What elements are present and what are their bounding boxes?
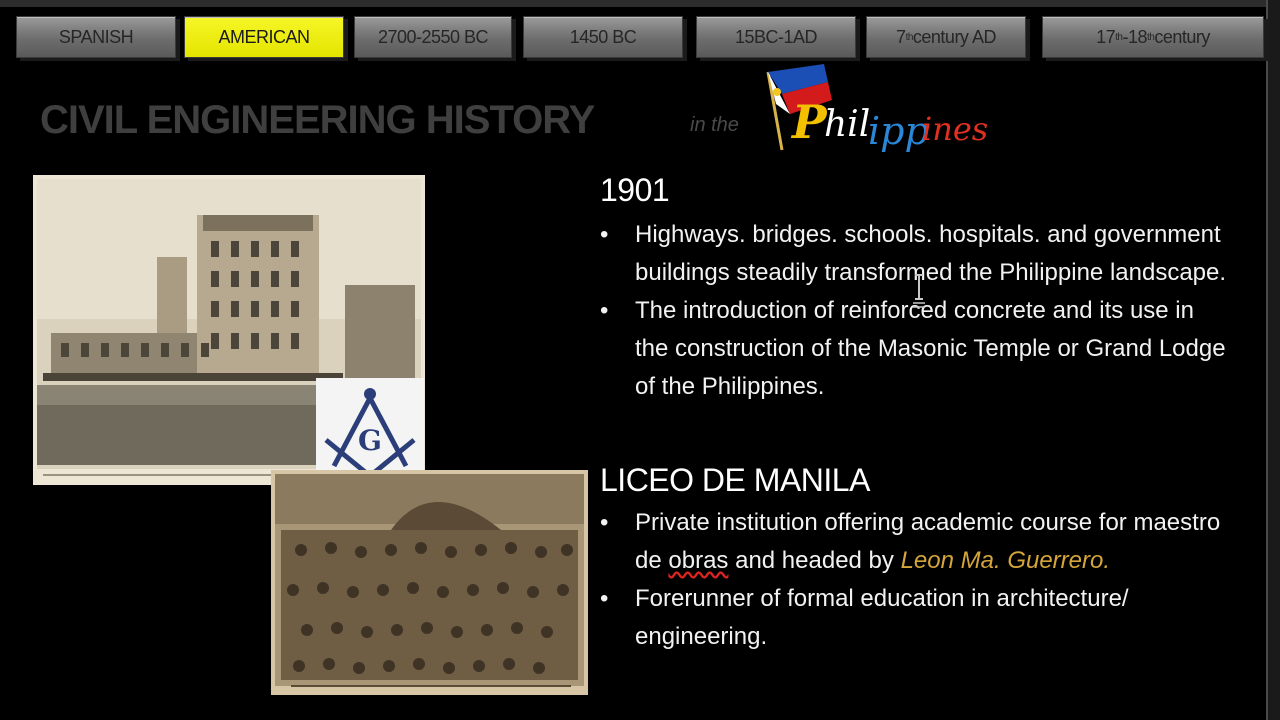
section-heading-liceo-de-manila: LICEO DE MANILA <box>600 462 870 498</box>
tab-label-b: -18 <box>1122 26 1147 47</box>
title-connector: in the <box>690 114 739 136</box>
logo-wordmark-ipp: ipp <box>868 109 929 153</box>
text-cursor-icon <box>912 273 926 309</box>
section-1901-bullets <box>600 216 1230 406</box>
window-top-edge <box>0 0 1280 7</box>
bullet-text: Highways. bridges. schools. hospitals. and government buildings steadily transformed the Philippine landscape. <box>635 221 1227 286</box>
tab-label-rest: century AD <box>912 26 996 47</box>
tab-label-sup: th <box>905 31 913 43</box>
page-title: CIVIL ENGINEERING HISTORY <box>40 98 595 142</box>
bullet-text: Forerunner of formal education in architecture/ engineering. <box>635 585 1129 650</box>
tab-1450-bc[interactable]: 1450 BC <box>523 16 683 58</box>
tab-label-c: century <box>1154 26 1210 47</box>
tab-spanish[interactable]: SPANISH <box>16 16 176 58</box>
logo-wordmark-ines: ines <box>922 110 989 148</box>
list-item <box>600 580 1230 656</box>
square-and-compass-icon <box>316 378 424 484</box>
bullet-text: The introduction of reinforced concrete and its use in the construction of the Masonic Temple or Grand Lodge of the Philippines. <box>635 297 1226 400</box>
section-heading-1901: 1901 <box>600 172 670 208</box>
section-liceo-bullets <box>600 504 1230 656</box>
list-item <box>600 292 1230 406</box>
bullet-text-pre: Private institution offering academic course for maestro de <box>635 509 1221 574</box>
tab-7th-century-ad[interactable] <box>866 16 1026 58</box>
svg-text:G: G <box>358 424 382 457</box>
tab-17th-18th-century[interactable] <box>1042 16 1264 58</box>
tab-2700-2550-bc[interactable]: 2700-2550 BC <box>354 16 512 58</box>
tab-15bc-1ad[interactable]: 15BC-1AD <box>696 16 856 58</box>
spellcheck-flagged-word: obras <box>668 547 729 574</box>
tab-label-a: 17 <box>1096 26 1116 47</box>
liceo-de-manila-group-photo <box>271 470 588 695</box>
logo-wordmark-letter-p: P <box>792 95 827 149</box>
tab-american[interactable]: AMERICAN <box>184 16 344 58</box>
highlighted-name: Leon Ma. Guerrero. <box>900 547 1111 574</box>
tab-label-sup1: th <box>1115 31 1123 43</box>
logo-wordmark-hil: hil <box>824 104 871 145</box>
window-right-edge <box>1266 0 1280 720</box>
list-item <box>600 504 1230 580</box>
philippines-logo <box>754 60 994 160</box>
tab-label-num: 7 <box>896 26 906 47</box>
tab-label-sup2: th <box>1147 31 1155 43</box>
bullet-text-mid: and headed by <box>728 547 901 574</box>
